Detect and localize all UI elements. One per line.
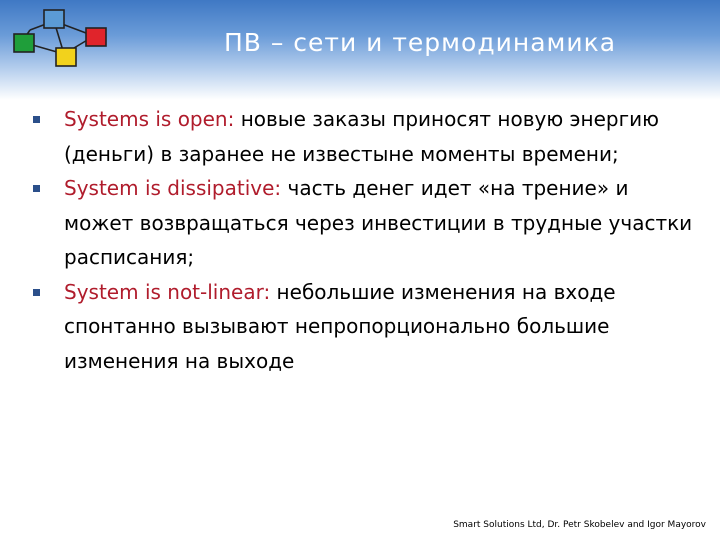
square-bullet-icon (33, 185, 40, 192)
slide-title: ПВ – сети и термодинамика (223, 28, 617, 57)
square-bullet-icon (33, 289, 40, 296)
bullet-list (30, 102, 700, 378)
network-logo-icon (6, 6, 110, 68)
bullet-lead: System is dissipative: (64, 176, 282, 200)
square-bullet-icon (33, 116, 40, 123)
header-banner (0, 0, 720, 100)
bullet-text: небольшие изменения на входе спонтанно вызывают непропорционально большие изменения на выходе (64, 279, 616, 373)
bullet-text: часть денег идет «на трение» и может возвращаться через инвестиции в трудные участки расписания; (64, 176, 693, 269)
bullet-item-open (30, 102, 700, 171)
bullet-item-dissipative (30, 171, 700, 275)
bullet-item-not-linear (30, 275, 700, 379)
bullet-lead: Systems is open: (64, 107, 235, 131)
footer-credit: Smart Solutions Ltd, Dr. Petr Skobelev and Igor Mayorov (453, 520, 706, 530)
bullet-lead: System is not-linear: (64, 279, 271, 304)
bullet-text: новые заказы приносят новую энергию (деньги) в заранее не известыне моменты времени; (64, 107, 659, 166)
